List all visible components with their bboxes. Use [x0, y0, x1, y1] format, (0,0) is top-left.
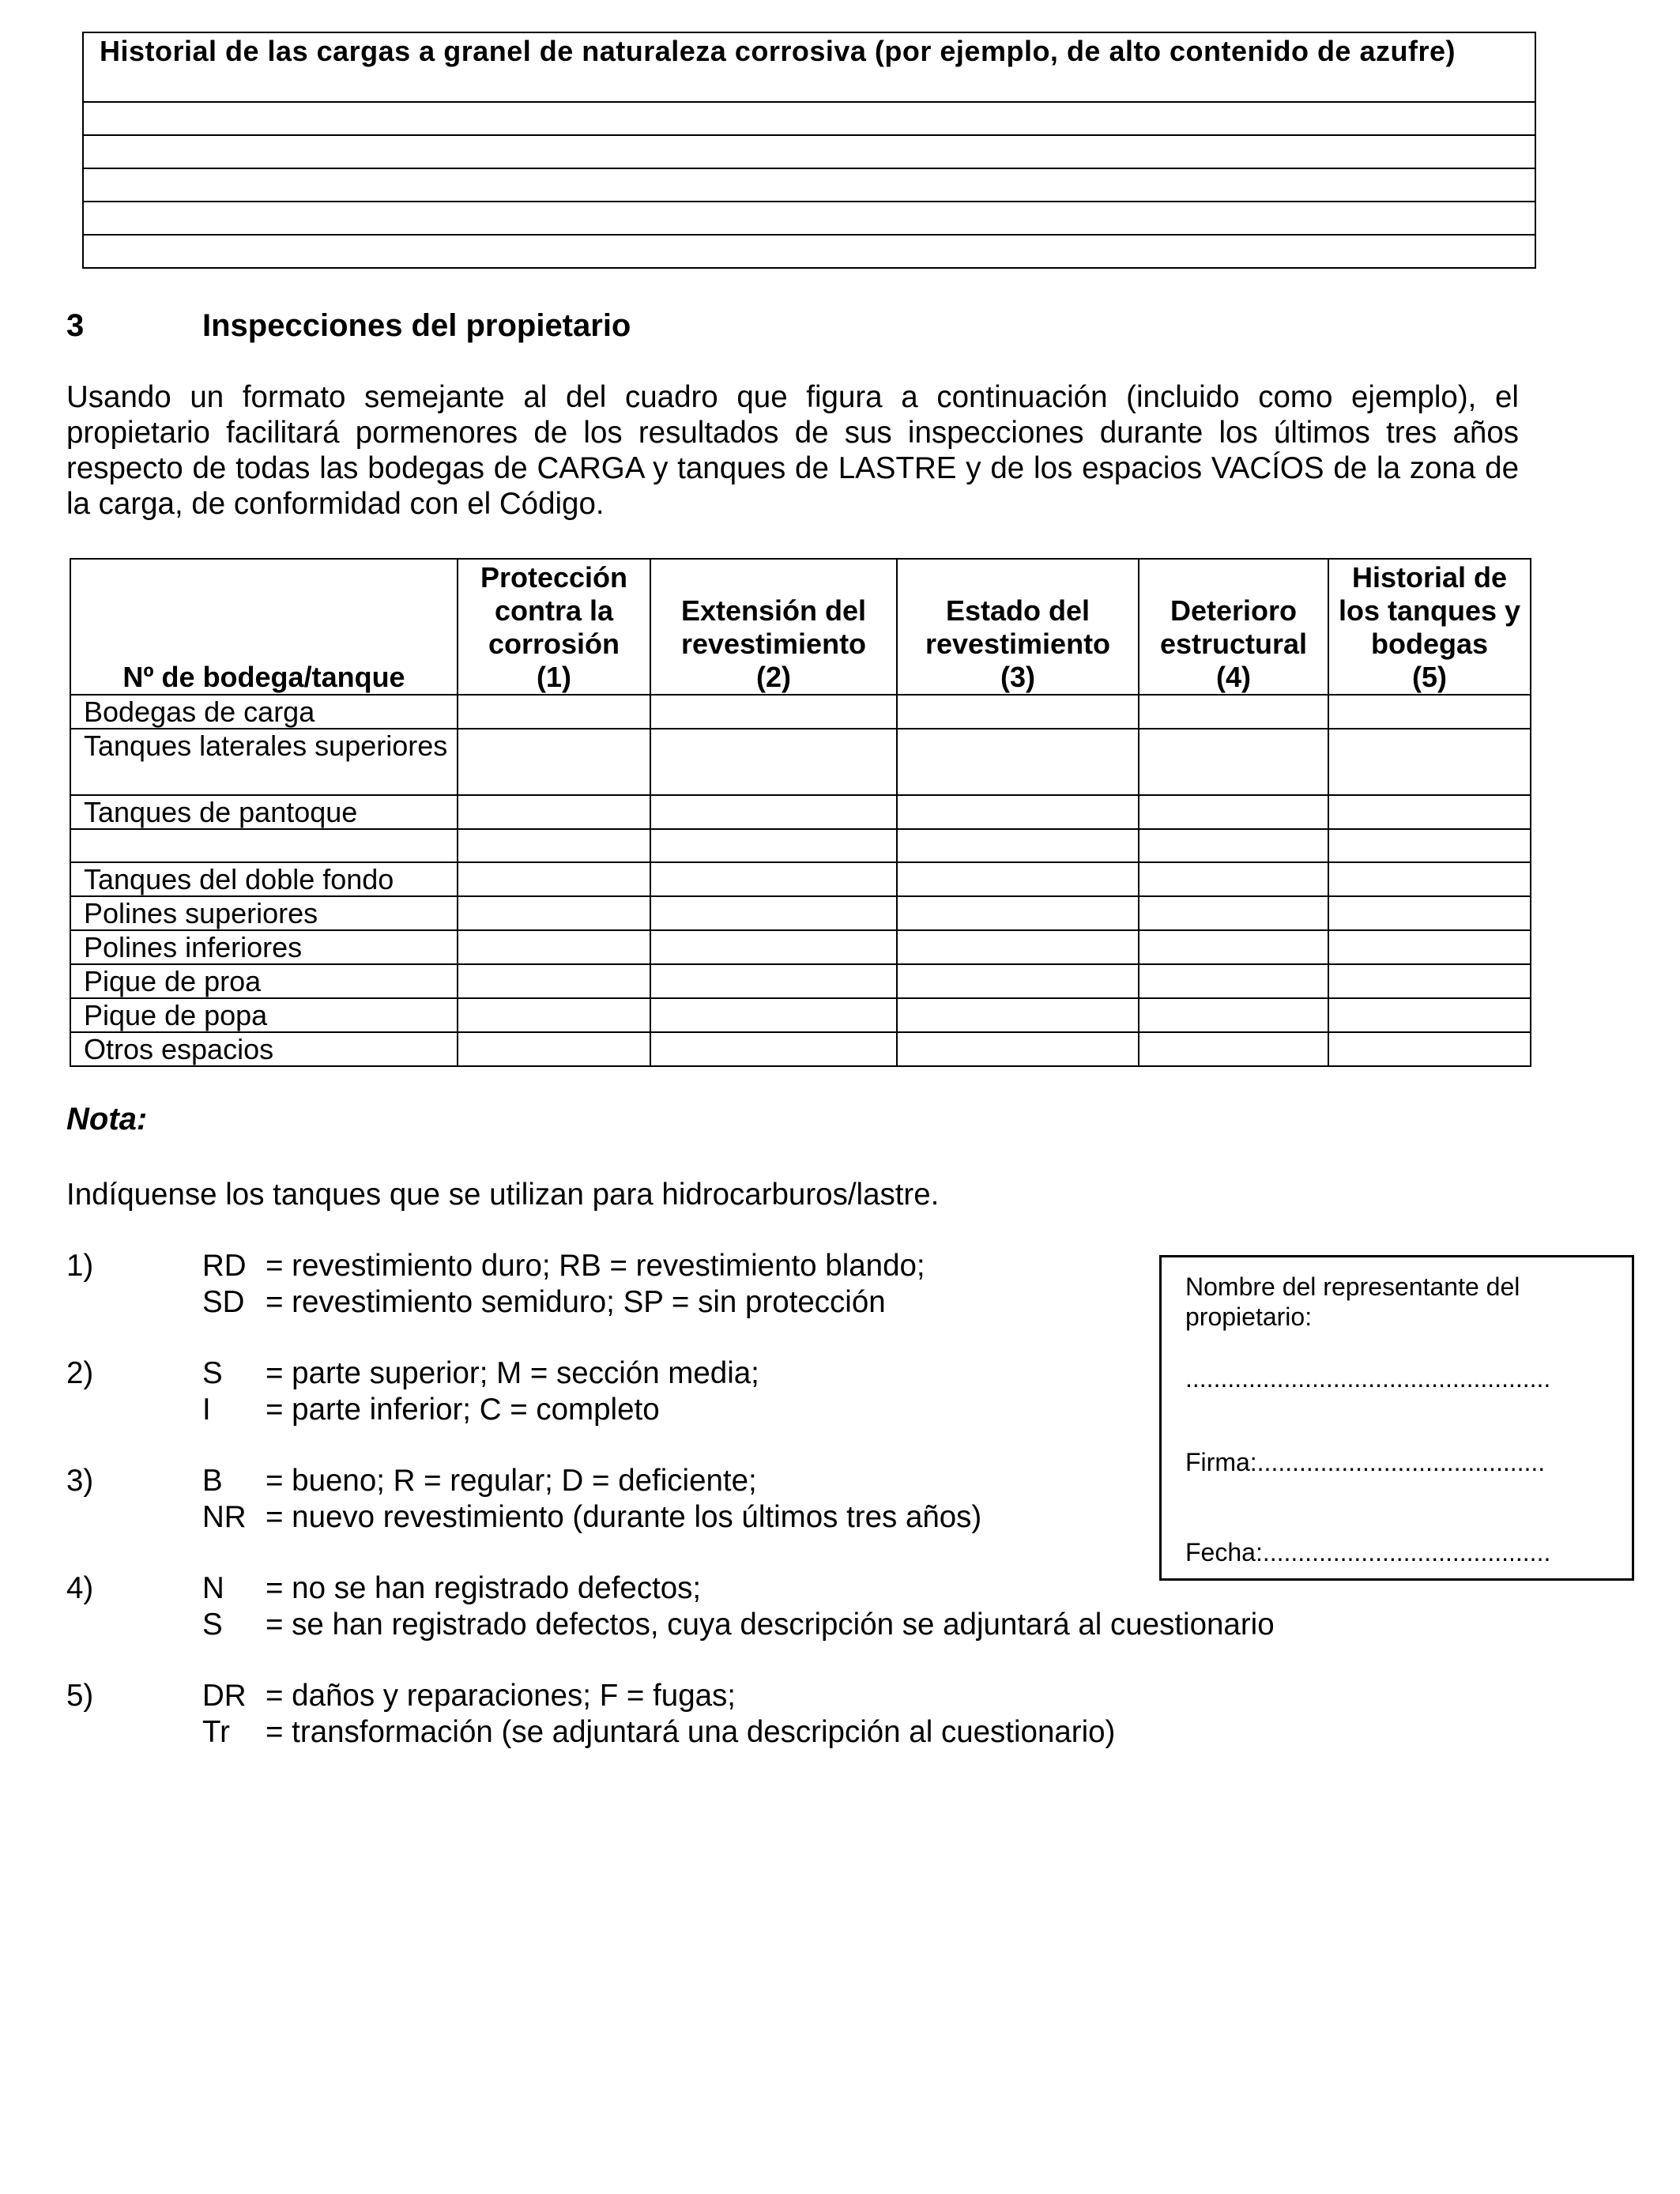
- table-cell: [458, 1032, 650, 1066]
- table-cell: [650, 930, 897, 964]
- date-field[interactable]: Fecha:.........................................: [1185, 1538, 1551, 1566]
- note-number: 4): [66, 1571, 94, 1605]
- note-text: = parte inferior; C = completo: [266, 1393, 660, 1427]
- representative-name-field[interactable]: ....................................................: [1185, 1364, 1551, 1393]
- table-cell: [650, 829, 897, 862]
- column-header-corrosion-protection: Protección contra la corrosión (1): [458, 559, 650, 695]
- table-row: [70, 795, 1531, 829]
- table-cell: [1328, 862, 1531, 896]
- table-cell: [458, 930, 650, 964]
- note-number: 2): [66, 1356, 94, 1390]
- table-cell: [1139, 729, 1328, 795]
- table-cell: [650, 795, 897, 829]
- row-label: Tanques de pantoque: [70, 795, 458, 829]
- table-cell: [458, 862, 650, 896]
- column-header-tank-number: Nº de bodega/tanque: [70, 559, 458, 695]
- table-cell: [1139, 998, 1328, 1032]
- column-header-tank-history: Historial de los tanques y bodegas (5): [1328, 559, 1531, 695]
- row-label: Bodegas de carga: [70, 695, 458, 729]
- row-label: Tanques laterales superiores: [70, 729, 458, 795]
- history-table: [82, 32, 1536, 269]
- table-cell: [1328, 1032, 1531, 1066]
- table-cell: [1139, 862, 1328, 896]
- row-label: Pique de proa: [70, 964, 458, 998]
- section-number: 3: [66, 308, 85, 343]
- table-cell: [1328, 729, 1531, 795]
- note-text: = no se han registrado defectos;: [266, 1571, 702, 1605]
- table-cell: [897, 964, 1139, 998]
- table-cell: [1139, 695, 1328, 729]
- nota-heading: Nota:: [66, 1102, 148, 1137]
- table-cell: [650, 695, 897, 729]
- table-cell: [897, 829, 1139, 862]
- table-cell: [650, 896, 897, 930]
- note-text: = daños y reparaciones; F = fugas;: [266, 1679, 736, 1713]
- table-cell: [1328, 896, 1531, 930]
- table-cell: [650, 1032, 897, 1066]
- note-text: = bueno; R = regular; D = deficiente;: [266, 1464, 757, 1498]
- column-header-coating-extent: Extensión del revestimiento (2): [650, 559, 897, 695]
- note-number: 1): [66, 1249, 94, 1283]
- note-code: Tr: [202, 1715, 230, 1749]
- note-text: = se han registrado defectos, cuya descripción se adjuntará al cuestionario: [266, 1608, 1275, 1642]
- table-cell: [1139, 964, 1328, 998]
- table-cell: [897, 862, 1139, 896]
- inspection-table: [70, 558, 1531, 1067]
- table-cell: [458, 829, 650, 862]
- history-empty-row: [83, 202, 1535, 235]
- table-cell: [1328, 795, 1531, 829]
- row-label: Polines superiores: [70, 896, 458, 930]
- row-label: [70, 829, 458, 862]
- inspection-table-header: [70, 559, 1531, 695]
- table-cell: [650, 862, 897, 896]
- table-cell: [650, 998, 897, 1032]
- note-code: B: [202, 1464, 223, 1498]
- note-code: NR: [202, 1500, 247, 1534]
- table-row: [70, 964, 1531, 998]
- table-cell: [1328, 930, 1531, 964]
- history-empty-row: [83, 135, 1535, 168]
- row-label: Polines inferiores: [70, 930, 458, 964]
- table-cell: [458, 896, 650, 930]
- table-row: [70, 862, 1531, 896]
- history-empty-row: [83, 168, 1535, 202]
- table-cell: [458, 695, 650, 729]
- signature-field[interactable]: Firma:.........................................: [1185, 1448, 1546, 1476]
- note-code: I: [202, 1393, 211, 1427]
- table-cell: [458, 964, 650, 998]
- note-code: S: [202, 1608, 223, 1642]
- table-cell: [458, 729, 650, 795]
- table-cell: [897, 896, 1139, 930]
- history-empty-row: [83, 102, 1535, 135]
- table-cell: [1139, 829, 1328, 862]
- note-text: = transformación (se adjuntará una descripción al cuestionario): [266, 1715, 1116, 1749]
- note-text: = parte superior; M = sección media;: [266, 1356, 759, 1390]
- history-table-header: Historial de las cargas a granel de naturaleza corrosiva (por ejemplo, de alto contenido de azufre): [83, 32, 1535, 102]
- table-cell: [458, 795, 650, 829]
- table-cell: [897, 695, 1139, 729]
- table-row: [70, 998, 1531, 1032]
- table-cell: [1139, 930, 1328, 964]
- table-row: [70, 896, 1531, 930]
- table-cell: [650, 729, 897, 795]
- table-cell: [650, 964, 897, 998]
- note-text: = revestimiento duro; RB = revestimiento blando;: [266, 1249, 925, 1283]
- signature-box: [1159, 1255, 1634, 1581]
- table-cell: [1139, 795, 1328, 829]
- table-cell: [897, 795, 1139, 829]
- nota-intro: Indíquense los tanques que se utilizan para hidrocarburos/lastre.: [66, 1178, 940, 1212]
- column-header-coating-condition: Estado del revestimiento (3): [897, 559, 1139, 695]
- table-row: [70, 930, 1531, 964]
- table-cell: [897, 930, 1139, 964]
- representative-name-label: Nombre del representante del propietario:: [1185, 1272, 1520, 1331]
- row-label: Otros espacios: [70, 1032, 458, 1066]
- table-cell: [897, 1032, 1139, 1066]
- table-row: [70, 729, 1531, 795]
- table-cell: [1328, 964, 1531, 998]
- table-row: [70, 1032, 1531, 1066]
- note-text: = revestimiento semiduro; SP = sin protección: [266, 1285, 886, 1319]
- table-cell: [458, 998, 650, 1032]
- note-code: DR: [202, 1679, 247, 1713]
- table-cell: [897, 998, 1139, 1032]
- table-cell: [1328, 695, 1531, 729]
- row-label: Pique de popa: [70, 998, 458, 1032]
- history-empty-row: [83, 235, 1535, 268]
- note-code: S: [202, 1356, 223, 1390]
- table-cell: [1139, 1032, 1328, 1066]
- note-number: 3): [66, 1464, 94, 1498]
- row-label: Tanques del doble fondo: [70, 862, 458, 896]
- section-title: Inspecciones del propietario: [202, 308, 631, 343]
- note-number: 5): [66, 1679, 94, 1713]
- note-code: SD: [202, 1285, 245, 1319]
- column-header-structural-deterioration: Deterioro estructural (4): [1139, 559, 1328, 695]
- table-cell: [1139, 896, 1328, 930]
- note-code: RD: [202, 1249, 247, 1283]
- table-cell: [1328, 998, 1531, 1032]
- table-cell: [897, 729, 1139, 795]
- note-code: N: [202, 1571, 224, 1605]
- note-text: = nuevo revestimiento (durante los últimos tres años): [266, 1500, 982, 1534]
- table-row: [70, 829, 1531, 862]
- table-row: [70, 695, 1531, 729]
- table-cell: [1328, 829, 1531, 862]
- intro-paragraph: Usando un formato semejante al del cuadro que figura a continuación (incluido como ejemplo), el propietario facilitará pormenores de los resultados de sus inspecciones durante los últimos tres años respecto de todas las bodegas de CARGA y tanques de LASTRE y de los espacios VACÍOS de la zona de la carga, de conformidad con el Código.: [66, 380, 1519, 521]
